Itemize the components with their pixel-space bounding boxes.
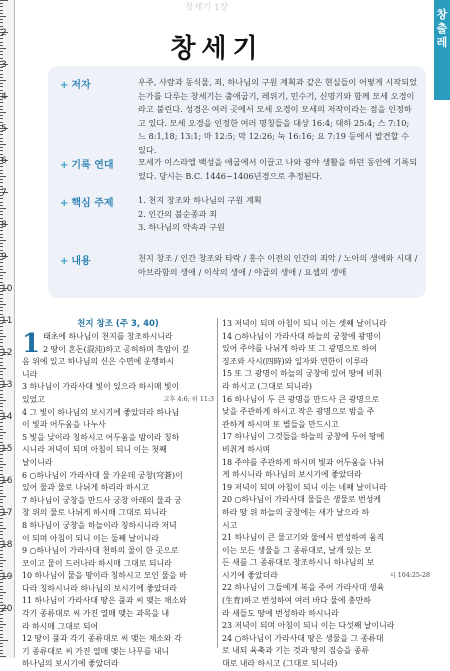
verse-line: 16 하나님이 두 큰 광명을 만드사 큰 광명으로 [222,394,380,404]
ruler-tick [0,301,3,302]
info-text: 우주, 사람과 동식물, 죄, 하나님의 구원 계획과 같은 현실들이 어떻게 시작되었는가를 다루는 창세기는 출애굽기, 레위기, 민수기, 신명기와 함께 모세 오경이라고 불린다. 성경은 여러 곳에서 모세 오경이 모세의 저작이라는 점을 인정하고 있다. 모세 오경을 인정한 여러 명칭들을 대상 16:4; 대하 25:4; 스 7:10; 느 8:1,18; 13:1; 마 12:5; 막 12:26; 눅 16:16; 요 7:19 등에서 발견할 수 있다. [138,77,418,155]
ruler-tick [0,458,3,459]
ruler-number: 17 [1,508,13,518]
ruler-number: 13 [1,380,13,390]
verse-line: 이는 모든 생물을 그 종류대로, 날개 있는 모 [222,545,372,555]
ruler-number: 18 [1,540,13,550]
verse-line: 라 하시고 (그대로 되니라) [222,381,312,391]
ruler-number: 8 [1,220,7,230]
ruler-number: 10 [1,284,13,294]
ruler-tick [0,474,3,475]
ruler-tick [0,10,3,11]
ruler-number: 3 [1,60,7,70]
ruler-number: 7 [1,188,7,198]
ruler-tick [0,19,3,20]
verse-line: 시고 [222,520,238,530]
verse-line: 로 내되 육축과 기는 것과 땅의 짐승을 종류 [222,646,370,656]
ruler-tick [0,326,3,327]
ruler-tick [0,138,3,139]
ruler-tick [0,342,3,343]
verse-line: 있었고 고후 4:6; 히 11:3 [22,394,214,407]
plus-icon: + [60,198,69,209]
ruler-tick [0,550,3,551]
ruler-tick [0,294,3,295]
thumb-tab-char: 창 [436,8,448,21]
ruler-tick [0,534,3,535]
ruler-tick [0,118,3,119]
ruler-tick [0,230,3,231]
ruler-tick [0,154,3,155]
ruler-number: 5 [1,124,7,134]
ruler-tick [0,186,3,187]
verse-line: 징조와 사시(四時)와 일자와 연한이 이루라 [222,356,369,366]
ruler-tick [0,282,3,283]
ruler-tick [0,525,3,526]
verse-line: 10 하나님이 뭍을 땅이라 칭하시고 모인 물을 바 [22,571,187,581]
ruler-tick [0,246,3,247]
verse-line: 6 ○하나님이 가라사대 물 가운데 궁창(穹蒼)이 [22,470,183,480]
ruler-tick [0,557,3,558]
book-info-box [48,66,426,298]
ruler-number: 4 [1,92,7,102]
verse-line: 23 저녁이 되며 아침이 되니 이는 다섯째 날이니라 [222,621,395,631]
info-text: 모세가 이스라엘 백성을 애굽에서 이끌고 나와 광야 생활을 하던 동안에 기록되었다. 당시는 B.C. 1446~1406년경으로 추정된다. [138,157,418,181]
info-label: + 내용 [60,256,91,267]
ruler-tick [0,656,6,657]
ruler-tick [0,269,3,270]
verse-line: 5 빛을 낮이라 칭하시고 어두움을 밤이라 칭하 [22,432,180,442]
ruler-tick [0,432,6,433]
page-bleed-text: 창세기 1장 [185,3,229,13]
ruler-tick [0,6,3,7]
ruler-tick [0,634,3,635]
ruler-tick [0,80,6,81]
ruler [0,0,15,658]
ruler-tick [0,589,3,590]
cross-reference: 시 104:25-28 [389,571,430,579]
ruler-tick [0,640,8,641]
ruler-tick [0,470,3,471]
ruler-tick [0,643,3,644]
info-label: + 핵심 주제 [60,198,114,209]
ruler-tick [0,502,3,503]
verse-line: 20 ○하나님이 가라사대 물들은 생물로 번성케 [222,495,382,505]
ruler-tick [0,365,3,366]
ruler-tick [0,298,3,299]
ruler-tick [0,102,3,103]
ruler-tick [0,426,3,427]
ruler-tick [0,240,6,241]
ruler-tick [0,563,3,564]
ruler-tick [0,522,3,523]
ruler-tick [0,627,3,628]
verse-line: 이 빛과 어두움을 나누사 [22,420,106,430]
ruler-tick [0,374,3,375]
ruler-tick [0,506,3,507]
verse-line: (生育)하고 번성하여 여러 바다 물에 충만하 [222,596,371,606]
book-title: 창세기 [170,34,264,64]
verse-block [222,318,430,671]
verse-line: 낮을 주관하게 하시고 작은 광명으로 밤을 주 [222,407,375,417]
verse-line: 시니라 저녁이 되며 아침이 되니 이는 첫째 [22,445,167,455]
right-text-column [222,318,430,671]
ruler-tick [0,122,3,123]
ruler-tick [0,618,3,619]
ruler-tick [0,339,3,340]
ruler-tick [0,166,3,167]
verse-line: 2 땅이 혼돈(混沌)하고 공허하며 흑암이 깊 [43,344,190,354]
ruler-tick [0,650,3,651]
verse-line: 11 하나님이 가라사대 땅은 풀과 씨 맺는 채소와 [22,596,187,606]
ruler-number: 15 [1,444,13,454]
verse-line: 있어 물과 물로 나뉘게 하리라 하시고 [22,483,149,493]
info-label: + 저자 [60,80,91,91]
ruler-tick [0,304,6,305]
ruler-number: 2 [1,28,7,38]
ruler-tick [0,630,3,631]
chapter-number: 1 [22,329,41,359]
ruler-tick [0,266,3,267]
ruler-tick [0,0,8,1]
ruler-tick [0,250,3,251]
info-label: + 기록 연대 [60,160,114,171]
ruler-tick [0,86,3,87]
ruler-tick [0,278,3,279]
verse-line: 9 ○하나님이 가라사대 천하의 물이 한 곳으로 [22,546,179,556]
ruler-tick [0,237,3,238]
thumb-tab-char: 출 [436,22,448,35]
verse-line: 7 하나님이 궁창을 만드사 궁창 아래의 물과 궁 [22,495,182,505]
ruler-tick [0,621,3,622]
ruler-tick [0,554,3,555]
ruler-tick [0,141,3,142]
verse-line: 다라 칭하시니라 하나님의 보시기에 좋았더라 [22,583,177,593]
ruler-tick [0,592,6,593]
cross-reference: 고후 4:6; 히 11:3 [163,395,214,403]
verse-line: 든 새를 그 종류대로 창조하시니 하나님의 보 [222,558,375,568]
ruler-tick [0,310,3,311]
info-text: 천지 창조 / 인간 창조와 타락 / 홍수 이전의 인간의 죄악 / 노아의 생애와 시대 / 아브라함의 생애 / 이삭의 생애 / 야곱의 생애 / 요셉의 생애 [138,253,418,277]
verse-line: 창 위의 물로 나뉘게 하시매 그대로 되니라 [22,508,167,518]
ruler-tick [0,218,3,219]
theme-line: 2. 인간의 불순종과 죄 [138,208,217,219]
ruler-tick [0,330,3,331]
verse-line: 4 그 빛이 하나님의 보시기에 좋았더라 하나님 [22,407,180,417]
ruler-tick [0,176,6,177]
ruler-tick [0,422,3,423]
ruler-tick [0,150,3,151]
ruler-number: 14 [1,412,13,422]
ruler-tick [0,144,6,145]
ruler-tick [0,106,3,107]
ruler-tick [0,112,6,113]
thumb-index-tab[interactable] [434,0,450,100]
ruler-tick [0,211,3,212]
verse-line: 기 종류대로 씨 가진 열매 맺는 나무를 내니 [22,646,170,656]
ruler-tick [0,493,3,494]
ruler-tick [0,566,3,567]
ruler-tick [0,368,6,369]
section-heading: 천지 창조 (주 3, 40) [77,319,159,329]
verse-line: 하라 땅 위 하늘의 궁창에는 새가 날으라 하 [222,507,370,517]
plus-icon: + [60,80,69,91]
ruler-tick [0,3,3,4]
verse-line: 3 하나님이 가라사대 빛이 있으라 하시매 빛이 [22,382,180,392]
verse-line: 15 또 그 광명이 하늘의 궁창에 있어 땅에 비취 [222,369,382,379]
ruler-tick [0,582,3,583]
verse-line: 18 주야를 주관하게 하시며 빛과 어두움을 나뉘 [222,457,385,467]
ruler-tick [0,77,3,78]
verse-line: 각기 종류대로 씨 가진 열매 맺는 과목을 내 [22,609,170,619]
verse-line: 8 하나님이 궁창을 하늘이라 칭하시니라 저녁 [22,520,177,530]
ruler-tick [0,438,3,439]
ruler-tick [0,362,3,363]
ruler-tick [0,531,3,532]
ruler-tick [0,614,3,615]
verse-line: 24 ○하나님이 가라사대 땅은 생물을 그 종류대 [222,633,384,643]
ruler-tick [0,115,3,116]
ruler-tick [0,333,3,334]
ruler-tick [0,570,3,571]
ruler-tick [0,586,3,587]
ruler-tick [0,397,3,398]
verse-line: 대로 내라 하시고 (그대로 되니라) [222,659,338,669]
theme-line: 3. 하나님의 약속과 구원 [138,222,225,232]
verse-line: 시기에 좋았더라 시 104:25-28 [222,570,430,583]
verse-line: 비취게 하시며 [222,444,271,454]
ruler-tick [0,486,3,487]
ruler-tick [0,464,6,465]
verse-line: 태초에 하나님이 천지를 창조하시니라 [43,332,173,341]
ruler-tick [0,406,3,407]
ruler-tick [0,394,3,395]
ruler-tick [0,538,3,539]
verse-line: 19 저녁이 되며 아침이 되니 이는 네째 날이니라 [222,482,387,492]
verse-block [22,331,214,671]
plus-icon: + [60,256,69,267]
verse-line: 12 땅이 풀과 각기 종류대로 씨 맺는 채소와 각 [22,634,182,644]
ruler-tick [0,403,3,404]
verse-line: 라 하시매 그대로 되어 [22,621,99,631]
ruler-tick [0,467,3,468]
ruler-tick [0,528,6,529]
ruler-number: 12 [1,348,13,358]
verse-line: 하나님의 보시기에 좋았더라 [22,659,119,669]
ruler-tick [0,595,3,596]
ruler-tick [0,410,3,411]
ruler-tick [0,371,3,372]
column-divider [217,318,218,648]
verse-line: 22 하나님이 그들에게 복을 주어 가라사대 생육 [222,583,385,593]
ruler-tick [0,74,3,75]
verse-line: 모이고 뭍이 드러나라 하시매 그대로 되니라 [22,558,172,568]
verse-line: 날이니라 [22,457,53,467]
ruler-tick [0,429,3,430]
verse-line: 음 위에 있고 하나님의 신은 수면에 운행하시 [22,357,175,367]
ruler-tick [0,13,3,14]
ruler-tick [0,109,3,110]
ruler-tick [0,461,3,462]
ruler-tick [0,358,3,359]
ruler-tick [0,22,3,23]
ruler-tick [0,435,3,436]
ruler-tick [0,390,3,391]
ruler-tick [0,518,3,519]
ruler-tick [0,400,6,401]
ruler-tick [0,208,6,209]
ruler-number: 20 [1,604,13,614]
verse-line: 있어 주야를 나뉘게 하라 또 그 광명으로 하여 [222,344,377,354]
verse-line: 17 하나님이 그것들을 하늘의 궁창에 두어 땅에 [222,432,385,442]
ruler-tick [0,170,3,171]
ruler-number: 9 [1,252,7,262]
ruler-tick [0,336,6,337]
ruler-number: 11 [1,316,13,326]
ruler-number: 6 [1,156,7,166]
ruler-tick [0,234,3,235]
ruler-tick [0,454,3,455]
ruler-tick [0,624,6,625]
ruler-tick [0,179,3,180]
ruler-tick [0,202,3,203]
verse-line: 21 하나님이 큰 물고기와 물에서 번성하여 움직 [222,533,385,543]
verse-line: 라 새들도 땅에 번성하라 하시니라 [222,608,339,618]
ruler-tick [0,346,3,347]
ruler-tick [0,490,3,491]
ruler-tick [0,442,3,443]
ruler-number: 16 [1,476,13,486]
ruler-tick [0,262,3,263]
ruler-tick [0,90,3,91]
ruler-tick [0,598,3,599]
ruler-tick [0,182,3,183]
ruler-tick [0,637,3,638]
ruler-tick [0,173,3,174]
ruler-tick [0,314,3,315]
ruler-tick [0,496,6,497]
ruler-tick [0,307,3,308]
verse-line: 게 하시니라 하나님의 보시기에 좋았더라 [222,470,362,480]
ruler-tick [0,198,3,199]
ruler-tick [0,16,6,17]
ruler-tick [0,243,3,244]
verse-line: 13 저녁이 되며 아침이 되니 이는 셋째 날이니라 [222,319,387,328]
ruler-tick [0,70,3,71]
info-text [138,194,418,235]
ruler-tick [0,272,6,273]
thumb-tab-char: 레 [436,36,448,49]
ruler-tick [0,147,3,148]
ruler-tick [0,134,3,135]
verse-line: 14 ○하나님이 가라사대 하늘의 궁창에 광명이 [222,331,382,341]
ruler-tick [0,83,3,84]
verse-line: 관하게 하시며 또 별들을 만드시고 [222,419,339,429]
ruler-tick [0,646,3,647]
ruler-tick [0,560,6,561]
ruler-tick [0,378,3,379]
verse-line: 니라 [22,369,38,379]
ruler-tick [0,653,3,654]
ruler-tick [0,499,3,500]
ruler-tick [0,26,3,27]
ruler-number: 19 [1,572,13,582]
ruler-tick [0,214,3,215]
left-text-column [22,318,214,671]
ruler-tick [0,602,3,603]
verse-line: 이 되며 아침이 되니 이는 둘째 날이니라 [22,533,160,543]
ruler-tick [0,205,3,206]
theme-line: 1. 천지 창조와 하나님의 구원 계획 [138,195,262,205]
ruler-tick [0,275,3,276]
plus-icon: + [60,160,69,171]
